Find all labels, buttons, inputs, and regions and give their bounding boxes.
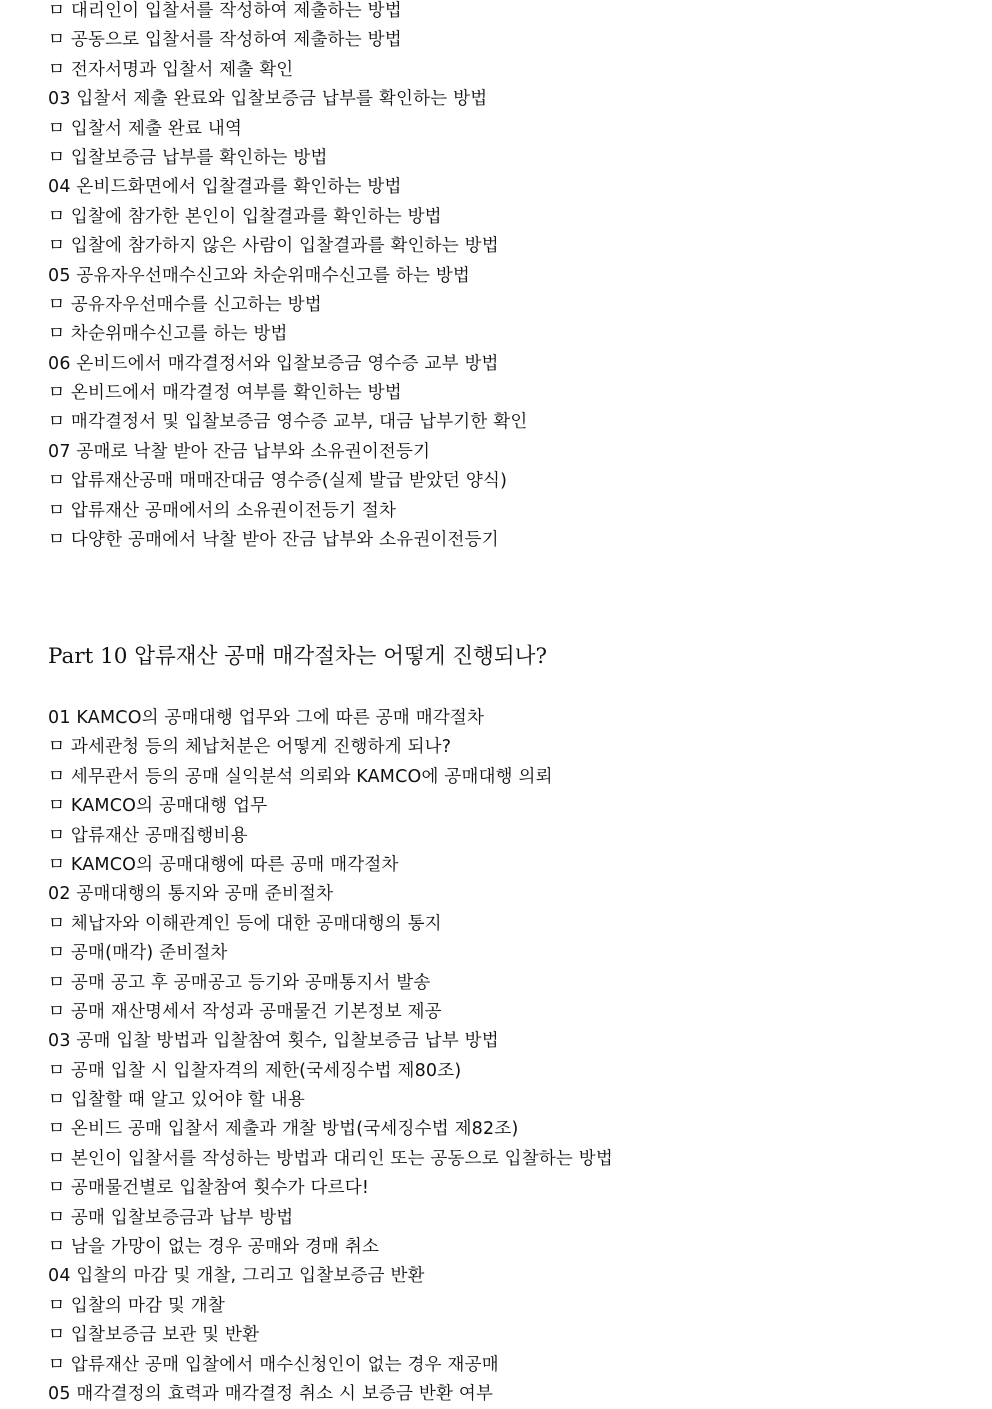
toc-line: ㅁ 과세관청 등의 체납처분은 어떻게 진행하게 되나? — [48, 737, 452, 758]
toc-line: ㅁ 전자서명과 입찰서 제출 확인 — [48, 59, 294, 80]
toc-chapter: 02 공매대행의 통지와 공매 준비절차 — [48, 884, 334, 905]
toc-chapter: 03 공매 입찰 방법과 입찰참여 횟수, 입찰보증금 납부 방법 — [48, 1031, 499, 1052]
toc-line: ㅁ 압류재산 공매집행비용 — [48, 825, 248, 846]
toc-chapter: 05 공유자우선매수신고와 차순위매수신고를 하는 방법 — [48, 265, 471, 286]
toc-line: ㅁ KAMCO의 공매대행에 따른 공매 매각절차 — [48, 854, 399, 875]
toc-line: ㅁ 온비드 공매 입찰서 제출과 개찰 방법(국세징수법 제82조) — [48, 1119, 519, 1140]
toc-section-part9-tail — [48, 0, 968, 555]
toc-line: ㅁ 매각결정서 및 입찰보증금 영수증 교부, 대금 납부기한 확인 — [48, 412, 528, 433]
toc-line: ㅁ 입찰보증금 보관 및 반환 — [48, 1325, 260, 1346]
toc-line: ㅁ 공매 입찰 시 입찰자격의 제한(국세징수법 제80조) — [48, 1060, 462, 1081]
toc-line: ㅁ 대리인이 입찰서를 작성하여 제출하는 방법 — [48, 1, 402, 21]
toc-line: ㅁ 입찰보증금 납부를 확인하는 방법 — [48, 147, 328, 168]
toc-line: ㅁ 압류재산 공매 입찰에서 매수신청인이 없는 경우 재공매 — [48, 1354, 499, 1375]
toc-line: ㅁ 입찰의 마감 및 개찰 — [48, 1295, 225, 1316]
toc-line: ㅁ 세무관서 등의 공매 실익분석 의뢰와 KAMCO에 공매대행 의뢰 — [48, 766, 553, 787]
toc-line: ㅁ 공유자우선매수를 신고하는 방법 — [48, 294, 322, 315]
toc-line: ㅁ 압류재산 공매에서의 소유권이전등기 절차 — [48, 500, 397, 521]
toc-line: ㅁ 입찰할 때 알고 있어야 할 내용 — [48, 1090, 305, 1111]
toc-line: ㅁ 공동으로 입찰서를 작성하여 제출하는 방법 — [48, 30, 402, 51]
toc-line: ㅁ 입찰에 참가한 본인이 입찰결과를 확인하는 방법 — [48, 206, 442, 227]
toc-line: ㅁ 본인이 입찰서를 작성하는 방법과 대리인 또는 공동으로 입찰하는 방법 — [48, 1148, 614, 1169]
toc-chapter: 03 입찰서 제출 완료와 입찰보증금 납부를 확인하는 방법 — [48, 89, 488, 110]
toc-line: ㅁ 온비드에서 매각결정 여부를 확인하는 방법 — [48, 383, 402, 404]
toc-line: ㅁ 공매물건별로 입찰참여 횟수가 다르다! — [48, 1178, 370, 1199]
toc-line: ㅁ 다양한 공매에서 낙찰 받아 잔금 납부와 소유권이전등기 — [48, 530, 499, 551]
toc-chapter: 04 입찰의 마감 및 개찰, 그리고 입찰보증금 반환 — [48, 1266, 425, 1287]
toc-line: ㅁ 공매 재산명세서 작성과 공매물건 기본정보 제공 — [48, 1001, 442, 1022]
toc-chapter: 04 온비드화면에서 입찰결과를 확인하는 방법 — [48, 177, 402, 198]
toc-line: ㅁ 남을 가망이 없는 경우 공매와 경매 취소 — [48, 1237, 380, 1258]
part-title: Part 10 압류재산 공매 매각절차는 어떻게 진행되나? — [48, 644, 547, 669]
toc-section-part10 — [48, 704, 968, 1409]
toc-line: ㅁ 차순위매수신고를 하는 방법 — [48, 324, 288, 345]
toc-line: ㅁ KAMCO의 공매대행 업무 — [48, 796, 268, 817]
toc-chapter: 05 매각결정의 효력과 매각결정 취소 시 보증금 반환 여부 — [48, 1383, 494, 1404]
toc-line: ㅁ 공매 공고 후 공매공고 등기와 공매통지서 발송 — [48, 972, 431, 993]
toc-chapter: 07 공매로 낙찰 받아 잔금 납부와 소유권이전등기 — [48, 441, 431, 462]
toc-line: ㅁ 공매 입찰보증금과 납부 방법 — [48, 1207, 294, 1228]
toc-line: ㅁ 공매(매각) 준비절차 — [48, 943, 228, 964]
toc-line: ㅁ 체납자와 이해관계인 등에 대한 공매대행의 통지 — [48, 913, 442, 934]
toc-line: ㅁ 입찰서 제출 완료 내역 — [48, 118, 243, 139]
toc-chapter: 01 KAMCO의 공매대행 업무와 그에 따른 공매 매각절차 — [48, 708, 485, 728]
toc-line: ㅁ 압류재산공매 매매잔대금 영수증(실제 발급 받았던 양식) — [48, 471, 508, 492]
toc-chapter: 06 온비드에서 매각결정서와 입찰보증금 영수증 교부 방법 — [48, 353, 499, 374]
toc-line: ㅁ 입찰에 참가하지 않은 사람이 입찰결과를 확인하는 방법 — [48, 236, 499, 257]
